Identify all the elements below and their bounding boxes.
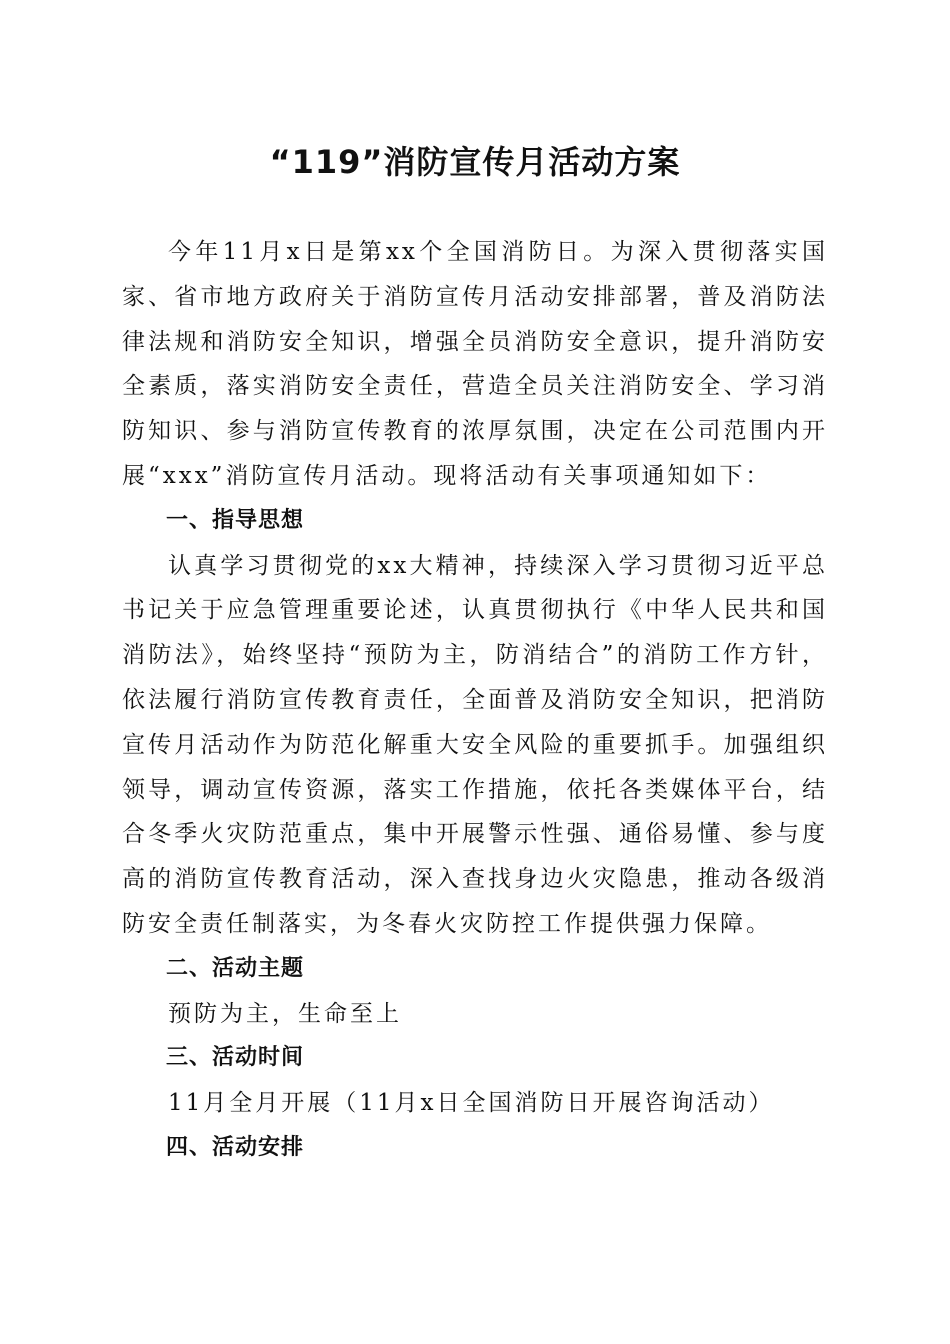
intro-paragraph: 今年11月x日是第xx个全国消防日。为深入贯彻落实国家、省市地方政府关于消防宣传月活动安排部署，普及消防法律法规和消防安全知识，增强全员消防安全意识，提升消防安全素质，落实消防安全责任，营造全员关注消防安全、学习消防知识、参与消防宣传教育的浓厚氛围，决定在公司范围内开展“xxx”消防宣传月活动。现将活动有关事项通知如下： xyxy=(122,239,828,489)
document-body xyxy=(122,230,828,1171)
section-body-activity-time: 11月全月开展（11月x日全国消防日开展咨询活动） xyxy=(168,1090,775,1117)
section-heading-activity-theme: 二、活动主题 xyxy=(166,955,305,981)
section-body-activity-theme: 预防为主，生命至上 xyxy=(168,1000,402,1027)
section-heading-activity-arrangement: 四、活动安排 xyxy=(166,1134,305,1160)
section-heading-activity-time: 三、活动时间 xyxy=(166,1045,305,1071)
section-heading-guiding-ideology: 一、指导思想 xyxy=(166,507,305,533)
section-body-guiding-ideology: 认真学习贯彻党的xx大精神，持续深入学习贯彻习近平总书记关于应急管理重要论述，认真贯彻执行《中华人民共和国消防法》，始终坚持“预防为主，防消结合”的消防工作方针，依法履行消防宣传教育责任，全面普及消防安全知识，把消防宣传月活动作为防范化解重大安全风险的重要抓手。加强组织领导，调动宣传资源，落实工作措施，依托各类媒体平台，结合冬季火灾防范重点，集中开展警示性强、通俗易懂、参与度高的消防宣传教育活动，深入查找身边火灾隐患，推动各级消防安全责任制落实，为冬春火灾防控工作提供强力保障。 xyxy=(122,552,828,937)
document-title: “119”消防宣传月活动方案 xyxy=(269,143,681,181)
